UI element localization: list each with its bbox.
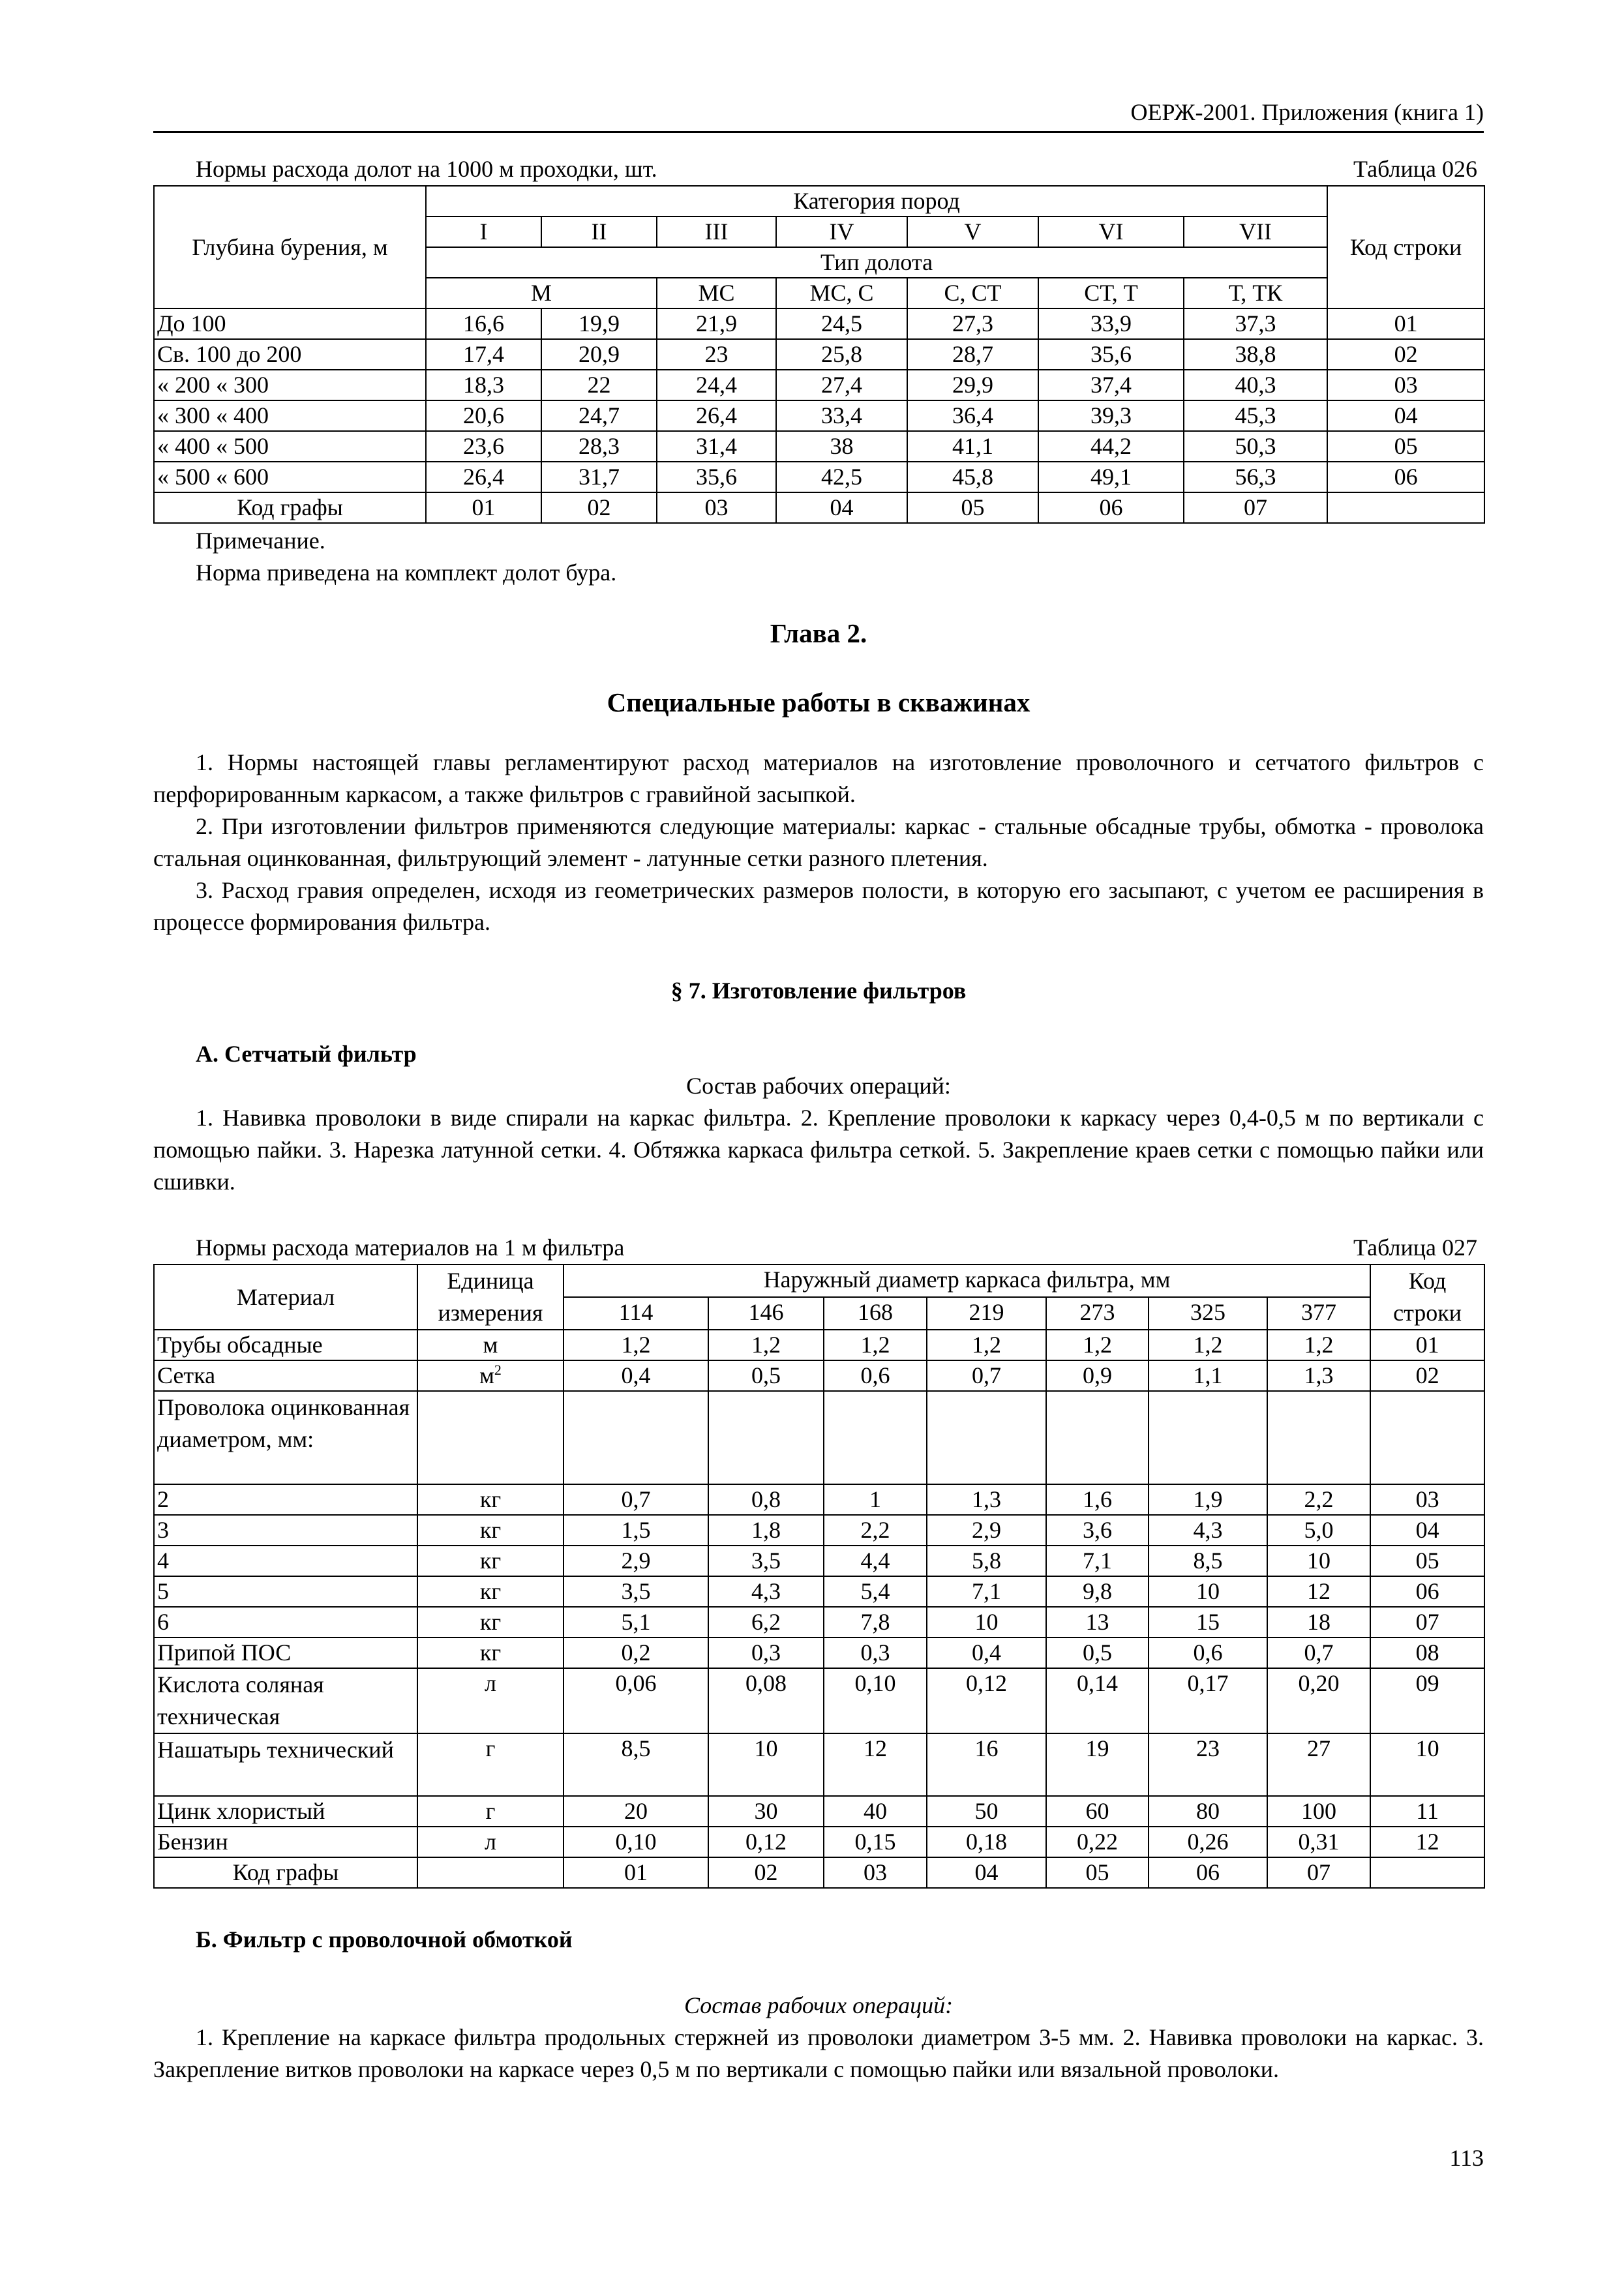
table-row [154, 1638, 1484, 1668]
table-027-material: Сетка [154, 1360, 417, 1391]
table-027-cell: 50 [927, 1796, 1046, 1827]
table-026-cell: 20,9 [541, 339, 657, 370]
table-027-unit [417, 1391, 564, 1484]
table-row [154, 1546, 1484, 1576]
page-content [153, 153, 1484, 2086]
table-026-cell: 28,3 [541, 431, 657, 462]
table-027-material: Припой ПОС [154, 1638, 417, 1668]
table-027-diameter: 325 [1149, 1297, 1267, 1330]
table-027-unit-text: кг [479, 1609, 502, 1635]
table-row [154, 1668, 1484, 1733]
table-027-cell: 0,12 [927, 1668, 1046, 1733]
table-027-cell: 0,4 [927, 1638, 1046, 1668]
page-number: 113 [1449, 2145, 1484, 2171]
table-027-diameter: 377 [1267, 1297, 1370, 1330]
table-026-depth: « 200 « 300 [154, 370, 426, 400]
section-title: § 7. Изготовление фильтров [670, 978, 967, 1004]
table-026-cell: 49,1 [1038, 462, 1184, 492]
table-026-cell: 37,3 [1184, 308, 1327, 339]
table-027-cell: 40 [824, 1796, 927, 1827]
table-027-cell: 13 [1046, 1607, 1149, 1638]
table-row [154, 308, 1484, 339]
table-027-row-code: 10 [1370, 1733, 1484, 1796]
table-027-cell: 1,2 [1046, 1330, 1149, 1360]
table-026-row-code: 05 [1327, 431, 1484, 462]
table-026-depth: « 400 « 500 [154, 431, 426, 462]
table-027-cell: 7,1 [927, 1576, 1046, 1607]
table-027-footer-code: 07 [1267, 1857, 1370, 1888]
table-026-cell: 20,6 [426, 400, 541, 431]
table-026-cell: 35,6 [1038, 339, 1184, 370]
table-row [154, 1827, 1484, 1857]
table-027-cell: 10 [1149, 1576, 1267, 1607]
table-027-cell: 10 [1267, 1546, 1370, 1576]
table-027-cell: 5,0 [1267, 1515, 1370, 1546]
table-026-row-code: 03 [1327, 370, 1484, 400]
table-026-bit-type: МС, С [776, 278, 907, 308]
table-027-diameter: 273 [1046, 1297, 1149, 1330]
table-027-footer [154, 1857, 1484, 1888]
table-027-cell: 0,17 [1149, 1668, 1267, 1733]
table-027-cell: 1,8 [708, 1515, 824, 1546]
table-027-material: 5 [154, 1576, 417, 1607]
table-027-cell: 0,31 [1267, 1827, 1370, 1857]
table-row [154, 1515, 1484, 1546]
table-026-row-code: 06 [1327, 462, 1484, 492]
table-027-footer-code: 04 [927, 1857, 1046, 1888]
table-026-cell: 45,8 [907, 462, 1038, 492]
table-027-unit [417, 1638, 564, 1668]
table-026-bit-type: СТ, Т [1038, 278, 1184, 308]
table-027-cell: 0,7 [564, 1484, 708, 1515]
table-027-cell: 0,4 [564, 1360, 708, 1391]
table-027-unit-text: г [485, 1798, 496, 1824]
table-027-unit-text: кг [479, 1517, 502, 1543]
table-027-material: Кислота соляная техническая [154, 1668, 417, 1733]
table-027-cell: 0,10 [564, 1827, 708, 1857]
table-027-cell: 2,2 [1267, 1484, 1370, 1515]
table-026-caption-row [153, 153, 1484, 185]
table-027-row-code: 06 [1370, 1576, 1484, 1607]
table-026-footer-code: 07 [1184, 492, 1327, 523]
table-026-cell: 38 [776, 431, 907, 462]
table-027-unit [417, 1827, 564, 1857]
table-026-bit-type: С, СТ [907, 278, 1038, 308]
table-026-cell: 19,9 [541, 308, 657, 339]
table-027-unit [417, 1576, 564, 1607]
table-row [154, 462, 1484, 492]
table-027-cell: 15 [1149, 1607, 1267, 1638]
table-027-caption-row [153, 1232, 1484, 1264]
table-027-material: Трубы обсадные [154, 1330, 417, 1360]
table-026-cell: 27,4 [776, 370, 907, 400]
table-026-cell: 38,8 [1184, 339, 1327, 370]
table-027-cell: 7,1 [1046, 1546, 1149, 1576]
table-027-cell: 0,12 [708, 1827, 824, 1857]
table-026-cell: 24,4 [657, 370, 776, 400]
table-026-cell: 36,4 [907, 400, 1038, 431]
table-027-unit-text: л [485, 1829, 496, 1855]
table-row [154, 370, 1484, 400]
table-026-cell: 23,6 [426, 431, 541, 462]
table-027-cell: 10 [708, 1733, 824, 1796]
table-027-cell: 0,6 [1149, 1638, 1267, 1668]
table-027-cell: 0,5 [708, 1360, 824, 1391]
table-027-cell: 7,8 [824, 1607, 927, 1638]
table-027-cell: 10 [927, 1607, 1046, 1638]
table-027-row-code: 07 [1370, 1607, 1484, 1638]
table-027-cell: 1,1 [1149, 1360, 1267, 1391]
ops-text-b: 1. Крепление на каркасе фильтра продольных стержней из проволоки диаметром 3-5 мм. 2. Навивка проволоки на каркас. 3. Закрепление витков проволоки на каркасе через 0,5 м по вертикали с помощью пайки или вязальной проволоки. [153, 2024, 1484, 2082]
table-027-unit-text: м [483, 1332, 498, 1358]
table-027-cell: 0,5 [1046, 1638, 1149, 1668]
ops-title-a: Состав рабочих операций: [686, 1073, 951, 1099]
table-027-row-code [1370, 1391, 1484, 1484]
table-027-footer-code: 02 [708, 1857, 824, 1888]
table-026-footer-code: 02 [541, 492, 657, 523]
table-026-cell: 40,3 [1184, 370, 1327, 400]
table-026-cell: 44,2 [1038, 431, 1184, 462]
table-027-cell [708, 1391, 824, 1484]
table-027-diameter: 219 [927, 1297, 1046, 1330]
table-026 [153, 185, 1485, 524]
table-027-cell: 1,3 [1267, 1360, 1370, 1391]
table-026-cell: 18,3 [426, 370, 541, 400]
table-027-cell: 80 [1149, 1796, 1267, 1827]
table-027-cell: 30 [708, 1796, 824, 1827]
table-027-cell: 1 [824, 1484, 927, 1515]
table-027-diameter: 146 [708, 1297, 824, 1330]
table-027-footer-code: 03 [824, 1857, 927, 1888]
table-027-cell: 1,2 [1267, 1330, 1370, 1360]
table-026-label: Таблица 026 [1353, 156, 1477, 182]
table-027-unit [417, 1330, 564, 1360]
table-027-cell [1149, 1391, 1267, 1484]
table-026-cell: 50,3 [1184, 431, 1327, 462]
table-027-cell: 1,2 [824, 1330, 927, 1360]
table-026-cell: 17,4 [426, 339, 541, 370]
table-027-cell: 2,9 [564, 1546, 708, 1576]
table-026-cell: 25,8 [776, 339, 907, 370]
table-row [154, 431, 1484, 462]
table-026-head-bit-type: Тип долота [426, 247, 1327, 278]
chapter-paragraphs [153, 747, 1484, 938]
table-row [154, 1607, 1484, 1638]
table-027-cell: 0,26 [1149, 1827, 1267, 1857]
table-027-cell: 3,5 [708, 1546, 824, 1576]
table-027-caption: Нормы расхода материалов на 1 м фильтра [196, 1234, 625, 1261]
table-026-cell: 22 [541, 370, 657, 400]
chapter-paragraph: 1. Нормы настоящей главы регламентируют расход материалов на изготовление проволочного и сетчатого фильтров с перфорированным каркасом, а также фильтров с гравийной засыпкой. [153, 749, 1484, 807]
table-026-category: V [907, 217, 1038, 247]
subsection-a-title: А. Сетчатый фильтр [196, 1041, 417, 1067]
table-027-cell: 8,5 [564, 1733, 708, 1796]
table-027-cell: 16 [927, 1733, 1046, 1796]
table-026-head-category: Категория пород [426, 186, 1327, 217]
table-027-row-code: 01 [1370, 1330, 1484, 1360]
table-027-cell [1267, 1391, 1370, 1484]
table-026-cell: 42,5 [776, 462, 907, 492]
table-row [154, 400, 1484, 431]
table-026-depth: « 300 « 400 [154, 400, 426, 431]
table-027-label: Таблица 027 [1353, 1234, 1477, 1261]
table-027-material: 3 [154, 1515, 417, 1546]
table-027-cell: 4,4 [824, 1546, 927, 1576]
table-row [154, 1360, 1484, 1391]
table-027-unit-superscript: 2 [494, 1362, 502, 1378]
table-026-cell: 56,3 [1184, 462, 1327, 492]
table-027-unit-text: кг [479, 1548, 502, 1574]
table-027-cell: 0,9 [1046, 1360, 1149, 1391]
table-026-category: VI [1038, 217, 1184, 247]
table-026-footer-code: 03 [657, 492, 776, 523]
table-026-category: II [541, 217, 657, 247]
table-026-footer-code: 01 [426, 492, 541, 523]
table-027-unit [417, 1607, 564, 1638]
table-027-cell: 1,9 [1149, 1484, 1267, 1515]
table-026-depth: До 100 [154, 308, 426, 339]
table-026-footer [154, 492, 1484, 523]
table-026-cell: 23 [657, 339, 776, 370]
table-027-unit [417, 1733, 564, 1796]
table-027-material: 6 [154, 1607, 417, 1638]
table-026-cell: 28,7 [907, 339, 1038, 370]
table-027-cell: 1,3 [927, 1484, 1046, 1515]
table-027-cell: 1,5 [564, 1515, 708, 1546]
table-027-cell: 12 [824, 1733, 927, 1796]
table-027-cell: 6,2 [708, 1607, 824, 1638]
table-026-row-code: 02 [1327, 339, 1484, 370]
table-026-category: III [657, 217, 776, 247]
table-026-caption: Нормы расхода долот на 1000 м проходки, шт. [196, 156, 657, 182]
table-027-cell: 1,2 [708, 1330, 824, 1360]
table-027-cell: 1,2 [927, 1330, 1046, 1360]
table-027-cell: 19 [1046, 1733, 1149, 1796]
table-026-category: IV [776, 217, 907, 247]
table-027-footer-empty [417, 1857, 564, 1888]
table-027 [153, 1264, 1485, 1889]
table-row [154, 1330, 1484, 1360]
table-026-footer-code: 04 [776, 492, 907, 523]
table-027-footer-code: 06 [1149, 1857, 1267, 1888]
table-026-footer-code: 06 [1038, 492, 1184, 523]
table-026-depth: Св. 100 до 200 [154, 339, 426, 370]
table-row [154, 1391, 1484, 1484]
table-027-cell: 4,3 [1149, 1515, 1267, 1546]
chapter-title: Специальные работы в скважинах [607, 687, 1030, 717]
table-026-cell: 26,4 [426, 462, 541, 492]
table-027-cell: 0,7 [1267, 1638, 1370, 1668]
table-026-category: VII [1184, 217, 1327, 247]
table-027-cell: 0,8 [708, 1484, 824, 1515]
chapter-paragraph: 2. При изготовлении фильтров применяются следующие материалы: каркас - стальные обсадные трубы, обмотка - проволока стальная оцинкованная, фильтрующий элемент - латунные сетки разного плетения. [153, 813, 1484, 871]
table-027-cell: 0,18 [927, 1827, 1046, 1857]
table-027-cell: 0,3 [824, 1638, 927, 1668]
table-027-cell: 0,15 [824, 1827, 927, 1857]
table-027-material: Проволока оцинкованная диаметром, мм: [154, 1391, 417, 1484]
table-026-cell: 33,9 [1038, 308, 1184, 339]
table-027-cell: 0,20 [1267, 1668, 1370, 1733]
table-row [154, 1576, 1484, 1607]
table-027-unit [417, 1360, 564, 1391]
table-027-unit-text: л [485, 1670, 496, 1696]
table-027-row-code: 04 [1370, 1515, 1484, 1546]
table-026-cell: 37,4 [1038, 370, 1184, 400]
subsection-b-title: Б. Фильтр с проволочной обмоткой [196, 1926, 573, 1952]
table-027-footer-label: Код графы [154, 1857, 417, 1888]
table-026-head-code: Код строки [1327, 186, 1484, 308]
table-026-depth: « 500 « 600 [154, 462, 426, 492]
table-027-cell: 27 [1267, 1733, 1370, 1796]
table-027-material: Цинк хлористый [154, 1796, 417, 1827]
table-026-row-code: 01 [1327, 308, 1484, 339]
table-027-row-code: 09 [1370, 1668, 1484, 1733]
table-027-cell: 0,22 [1046, 1827, 1149, 1857]
table-026-cell: 45,3 [1184, 400, 1327, 431]
table-027-cell: 60 [1046, 1796, 1149, 1827]
table-027-unit [417, 1796, 564, 1827]
table-row [154, 1796, 1484, 1827]
table-027-diameter: 168 [824, 1297, 927, 1330]
note-text: Норма приведена на комплект долот бура. [196, 560, 617, 586]
table-row [154, 339, 1484, 370]
table-027-cell [564, 1391, 708, 1484]
table-027-unit-text: кг [479, 1578, 502, 1604]
table-027-cell: 0,3 [708, 1638, 824, 1668]
table-027-unit [417, 1515, 564, 1546]
table-027-row-code: 02 [1370, 1360, 1484, 1391]
table-027-cell: 0,08 [708, 1668, 824, 1733]
table-027-unit-text: кг [479, 1639, 502, 1666]
ops-title-b: Состав рабочих операций: [684, 1992, 954, 2018]
table-026-cell: 39,3 [1038, 400, 1184, 431]
chapter-paragraph: 3. Расход гравия определен, исходя из геометрических размеров полости, в которую его засыпают, с учетом ее расширения в процессе формирования фильтра. [153, 877, 1484, 935]
table-026-head-depth: Глубина бурения, м [154, 186, 426, 308]
chapter-number: Глава 2. [770, 618, 867, 648]
table-027-cell: 3,6 [1046, 1515, 1149, 1546]
table-027-unit-text: кг [479, 1486, 502, 1512]
table-027-material: 2 [154, 1484, 417, 1515]
table-027-row-code: 08 [1370, 1638, 1484, 1668]
table-027-cell: 1,2 [1149, 1330, 1267, 1360]
table-027-cell: 0,10 [824, 1668, 927, 1733]
table-026-cell: 24,7 [541, 400, 657, 431]
table-027-cell [824, 1391, 927, 1484]
table-026-footer-empty [1327, 492, 1484, 523]
table-027-head-diameter: Наружный диаметр каркаса фильтра, мм [564, 1264, 1370, 1297]
table-027-unit-text: м [479, 1362, 494, 1388]
table-026-cell: 29,9 [907, 370, 1038, 400]
table-027-cell: 0,2 [564, 1638, 708, 1668]
table-027-cell: 4,3 [708, 1576, 824, 1607]
table-026-cell: 41,1 [907, 431, 1038, 462]
table-026-bit-type: М [426, 278, 657, 308]
table-027-cell: 9,8 [1046, 1576, 1149, 1607]
table-027-cell: 0,14 [1046, 1668, 1149, 1733]
table-027-unit-text: г [485, 1735, 496, 1761]
table-026-cell: 31,7 [541, 462, 657, 492]
table-027-cell: 5,1 [564, 1607, 708, 1638]
table-026-cell: 21,9 [657, 308, 776, 339]
table-027-cell: 3,5 [564, 1576, 708, 1607]
table-027-cell: 0,6 [824, 1360, 927, 1391]
table-027-head-unit: Единица измерения [417, 1264, 564, 1330]
table-027-cell: 12 [1267, 1576, 1370, 1607]
table-027-unit [417, 1546, 564, 1576]
table-027-material: Нашатырь технический [154, 1733, 417, 1796]
table-027-cell: 100 [1267, 1796, 1370, 1827]
table-027-unit [417, 1484, 564, 1515]
table-026-bit-type: Т, ТК [1184, 278, 1327, 308]
table-026-row-code: 04 [1327, 400, 1484, 431]
table-027-material: 4 [154, 1546, 417, 1576]
table-027-row-code: 11 [1370, 1796, 1484, 1827]
table-row [154, 1733, 1484, 1796]
table-027-footer-empty [1370, 1857, 1484, 1888]
table-027-cell: 5,8 [927, 1546, 1046, 1576]
table-026-cell: 16,6 [426, 308, 541, 339]
table-026-cell: 33,4 [776, 400, 907, 431]
table-027-cell: 1,2 [564, 1330, 708, 1360]
table-027-cell: 1,6 [1046, 1484, 1149, 1515]
table-027-head-code: Код строки [1370, 1264, 1484, 1330]
table-027-head-material: Материал [154, 1264, 417, 1330]
table-027-diameter: 114 [564, 1297, 708, 1330]
table-row [154, 1484, 1484, 1515]
table-027-cell: 2,9 [927, 1515, 1046, 1546]
table-027-footer-code: 05 [1046, 1857, 1149, 1888]
table-026-cell: 24,5 [776, 308, 907, 339]
table-027-cell: 0,7 [927, 1360, 1046, 1391]
table-027-cell [1046, 1391, 1149, 1484]
table-027-cell: 23 [1149, 1733, 1267, 1796]
table-027-cell: 5,4 [824, 1576, 927, 1607]
table-026-bit-type: МС [657, 278, 776, 308]
note-title: Примечание. [196, 528, 325, 554]
table-026-cell: 26,4 [657, 400, 776, 431]
table-026-footer-code: 05 [907, 492, 1038, 523]
running-header: ОЕРЖ-2001. Приложения (книга 1) [1130, 99, 1484, 125]
table-027-cell [927, 1391, 1046, 1484]
table-027-cell: 8,5 [1149, 1546, 1267, 1576]
table-027-cell: 18 [1267, 1607, 1370, 1638]
table-027-row-code: 12 [1370, 1827, 1484, 1857]
header-rule [153, 131, 1484, 133]
table-027-cell: 0,06 [564, 1668, 708, 1733]
table-027-cell: 20 [564, 1796, 708, 1827]
table-027-cell: 2,2 [824, 1515, 927, 1546]
table-026-cell: 31,4 [657, 431, 776, 462]
table-026-cell: 27,3 [907, 308, 1038, 339]
table-027-footer-code: 01 [564, 1857, 708, 1888]
table-027-unit [417, 1668, 564, 1733]
table-026-footer-label: Код графы [154, 492, 426, 523]
table-026-category: I [426, 217, 541, 247]
table-026-cell: 35,6 [657, 462, 776, 492]
table-027-row-code: 05 [1370, 1546, 1484, 1576]
table-027-row-code: 03 [1370, 1484, 1484, 1515]
ops-text-a: 1. Навивка проволоки в виде спирали на каркас фильтра. 2. Крепление проволоки к каркасу через 0,4-0,5 м по вертикали с помощью пайки. 3. Нарезка латунной сетки. 4. Обтяжка каркаса фильтра сеткой. 5. Закрепление краев сетки с помощью пайки или сшивки. [153, 1105, 1484, 1195]
table-027-material: Бензин [154, 1827, 417, 1857]
